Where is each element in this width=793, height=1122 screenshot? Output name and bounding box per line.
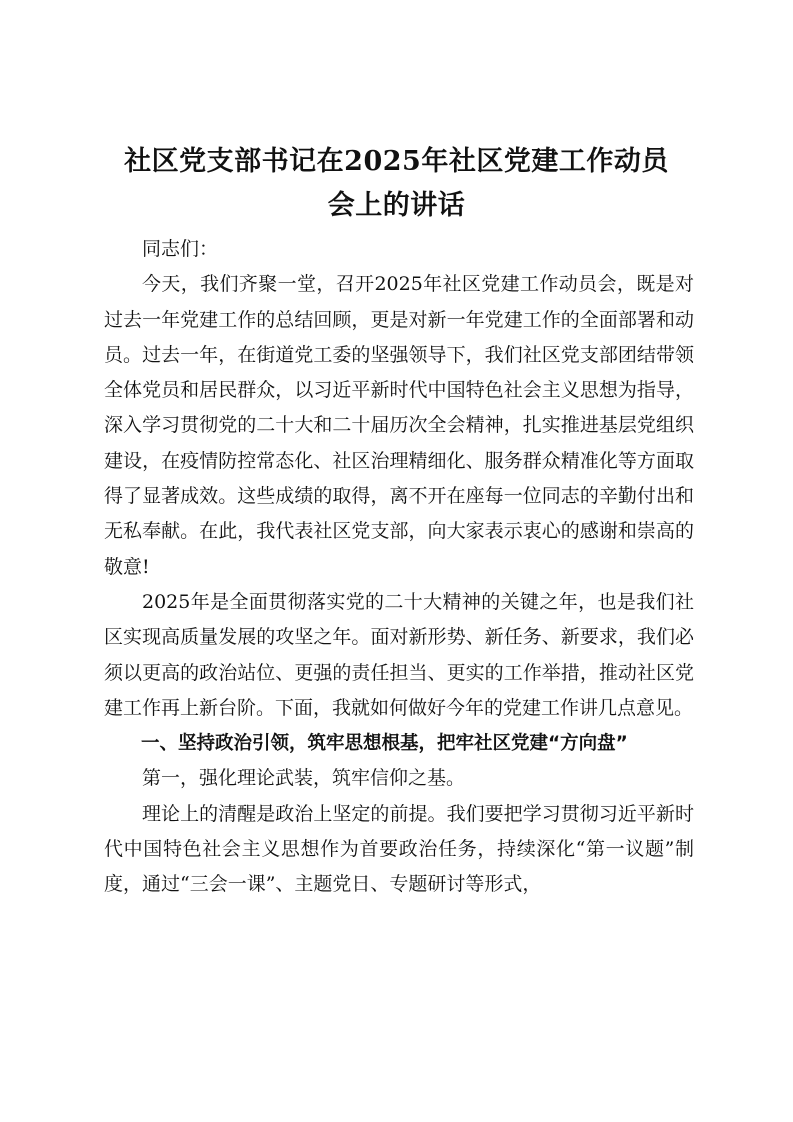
paragraph-intro: 今天，我们齐聚一堂，召开2025年社区党建工作动员会，既是对过去一年党建工作的总结回顾，更是对新一年党建工作的全面部署和动员。过去一年，在街道党工委的坚强领导下，我们社区党支部团结带领全体党员和居民群众，以习近平新时代中国特色社会主义思想为指导，深入学习贯彻党的二十大和二十届历次全会精神，扎实推进基层党组织建设，在疫情防控常态化、社区治理精细化、服务群众精准化等方面取得了显著成效。这些成绩的取得，离不开在座每一位同志的辛勤付出和无私奉献。在此，我代表社区党支部，向大家表示衷心的感谢和崇高的敬意! (104, 273, 694, 578)
subheading-first: 第一，强化理论武装，筑牢信仰之基。 (142, 767, 466, 790)
document-body (104, 232, 694, 903)
salutation: 同志们： (142, 238, 219, 260)
title-line-2: 会上的讲话 (327, 190, 466, 221)
document-title (100, 140, 693, 228)
section-heading-1: 一、坚持政治引领，筑牢思想根基，把牢社区党建“方向盘” (141, 733, 628, 755)
title-line-1: 社区党支部书记在2025年社区党建工作动员 (124, 146, 669, 177)
paragraph-theory: 理论上的清醒是政治上坚定的前提。我们要把学习贯彻习近平新时代中国特色社会主义思想作为首要政治任务，持续深化“第一议题”制度，通过“三会一课”、主题党日、专题研讨等形式， (104, 802, 694, 896)
paragraph-2025-goals: 2025年是全面贯彻落实党的二十大精神的关键之年，也是我们社区实现高质量发展的攻坚之年。面对新形势、新任务、新要求，我们必须以更高的政治站位、更强的责任担当、更实的工作举措，推动社区党建工作再上新台阶。下面，我就如何做好今年的党建工作讲几点意见。 (104, 590, 694, 719)
